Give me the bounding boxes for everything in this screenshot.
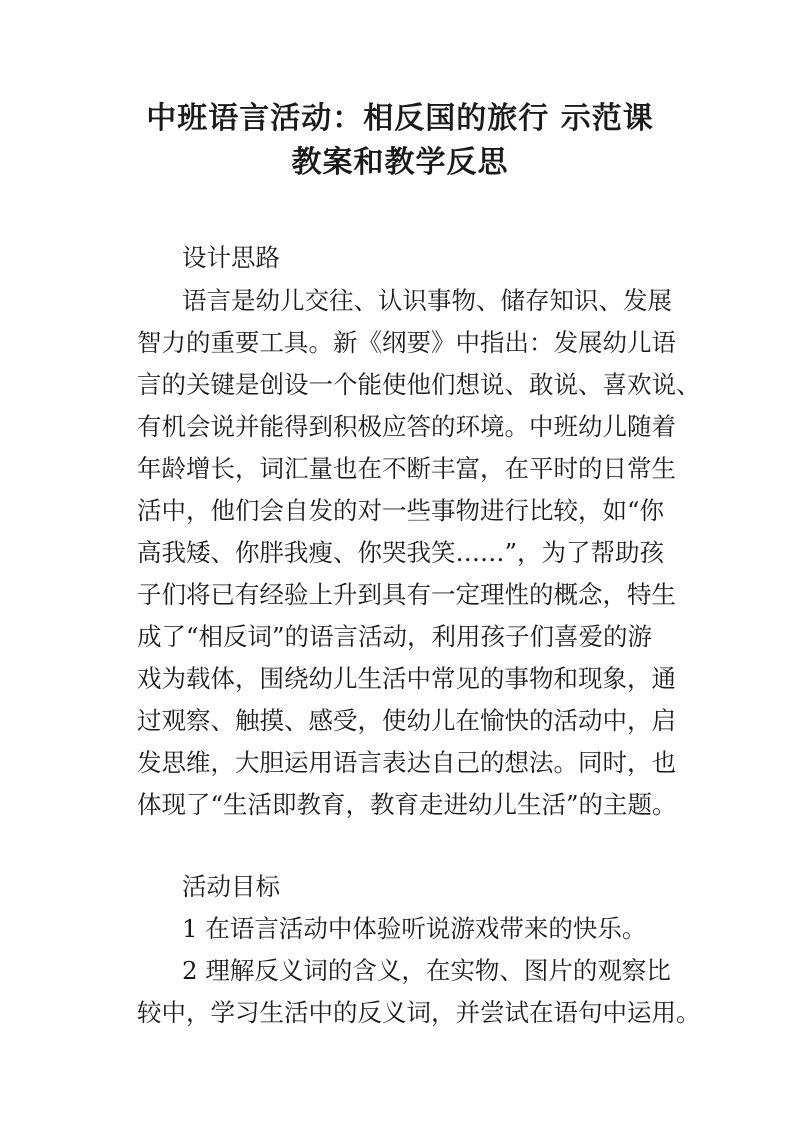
section-heading-design: 设计思路 bbox=[182, 243, 280, 272]
goal-item: 1 在语言活动中体验听说游戏带来的快乐。 bbox=[182, 914, 647, 943]
paragraph-line: 有机会说并能得到积极应答的环境。中班幼儿随着 bbox=[137, 412, 676, 441]
document-title-line-2: 教案和教学反思 bbox=[291, 145, 509, 180]
paragraph-line: 发思维，大胆运用语言表达自己的想法。同时，也 bbox=[137, 748, 676, 777]
goal-item: 2 理解反义词的含义，在实物、图片的观察比 bbox=[182, 956, 671, 985]
paragraph-line: 子们将已有经验上升到具有一定理性的概念，特生 bbox=[137, 580, 676, 609]
paragraph-line: 过观察、触摸、感受，使幼儿在愉快的活动中，启 bbox=[137, 706, 676, 735]
paragraph-line: 语言是幼儿交往、认识事物、储存知识、发展 bbox=[182, 286, 672, 315]
paragraph-line: 体现了“生活即教育，教育走进幼儿生活”的主题。 bbox=[137, 790, 677, 819]
paragraph-line: 活中，他们会自发的对一些事物进行比较，如“你 bbox=[137, 496, 665, 525]
document-title-line-1: 中班语言活动：相反国的旅行 示范课 bbox=[146, 101, 654, 136]
paragraph-line: 较中，学习生活中的反义词，并尝试在语句中运用。 bbox=[137, 998, 701, 1027]
paragraph-line: 戏为载体，围绕幼儿生活中常见的事物和现象，通 bbox=[137, 664, 676, 693]
paragraph-line: 高我矮、你胖我瘦、你哭我笑……”，为了帮助孩 bbox=[137, 538, 665, 567]
section-heading-goals: 活动目标 bbox=[182, 872, 280, 901]
paragraph-line: 言的关键是创设一个能使他们想说、敢说、喜欢说、 bbox=[137, 370, 701, 399]
paragraph-line: 年龄增长，词汇量也在不断丰富，在平时的日常生 bbox=[137, 454, 676, 483]
paragraph-line: 智力的重要工具。新《纲要》中指出：发展幼儿语 bbox=[137, 328, 676, 357]
paragraph-line: 成了“相反词”的语言活动，利用孩子们喜爱的游 bbox=[137, 622, 653, 651]
